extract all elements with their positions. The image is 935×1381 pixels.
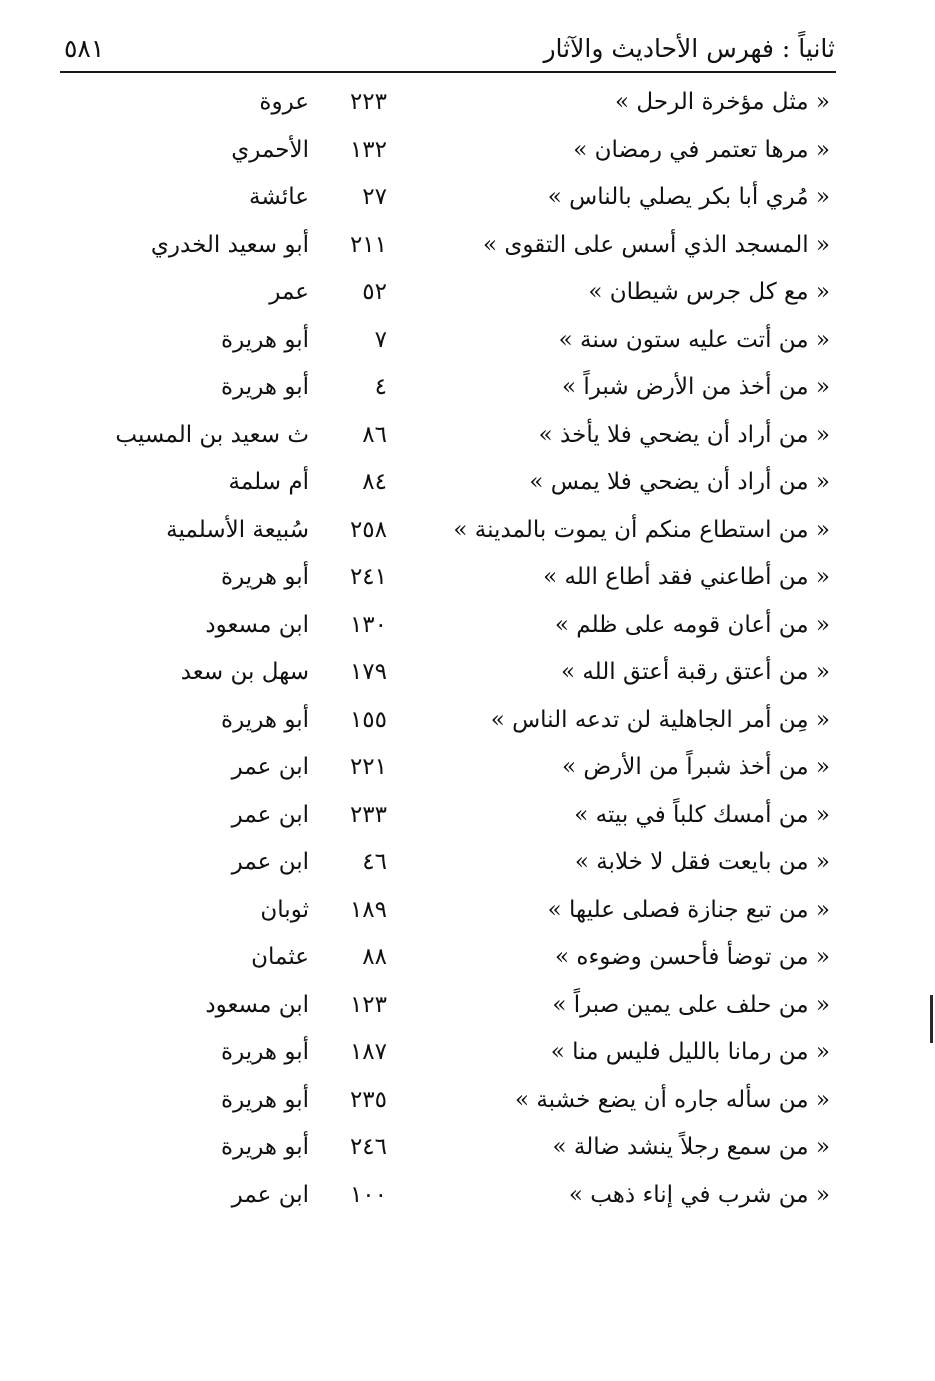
hadith-text: « مِن أمر الجاهلية لن تدعه الناس » — [490, 706, 830, 733]
index-entry-row — [0, 748, 935, 796]
index-entry-row — [0, 606, 935, 654]
hadith-text: « من أراد أن يضحي فلا يمس » — [529, 469, 830, 495]
index-entry-row — [0, 416, 935, 464]
hadith-text: « من بايعت فقل لا خلابة » — [574, 849, 830, 875]
index-entry-row — [0, 558, 935, 606]
narrator-name: ابن مسعود — [205, 991, 309, 1018]
index-entry-row — [0, 701, 935, 749]
hadith-number: ٢٣٣ — [349, 801, 387, 828]
hadith-text: « من أتت عليه ستون سنة » — [558, 326, 830, 353]
narrator-name: سهل بن سعد — [180, 659, 309, 685]
index-entry-row — [0, 1081, 935, 1129]
hadith-number: ١٠٠ — [349, 1181, 387, 1208]
hadith-number: ٨٨ — [362, 944, 387, 970]
narrator-name: أبو هريرة — [221, 1039, 309, 1065]
hadith-number: ٢٤١ — [349, 564, 387, 590]
narrator-name: أبو هريرة — [221, 1086, 309, 1113]
hadith-number: ٨٤ — [362, 469, 387, 495]
index-entry-row — [0, 321, 935, 369]
hadith-text: « مُري أبا بكر يصلي بالناس » — [547, 184, 830, 210]
hadith-number: ١٥٥ — [349, 706, 387, 733]
narrator-name: ابن عمر — [231, 801, 309, 828]
narrator-name: أبو هريرة — [221, 1134, 309, 1160]
index-entry-row — [0, 891, 935, 939]
narrator-name: ابن مسعود — [205, 611, 309, 638]
hadith-number: ٢١١ — [349, 231, 387, 258]
index-entry-row — [0, 226, 935, 274]
hadith-number: ١٣٠ — [349, 611, 387, 638]
hadith-text: « مع كل جرس شيطان » — [588, 279, 830, 305]
narrator-name: الأحمري — [231, 136, 309, 163]
index-entry-row — [0, 1128, 935, 1176]
hadith-text: « من أخذ من الأرض شبراً » — [561, 374, 830, 400]
narrator-name: ثوبان — [260, 896, 309, 923]
index-entry-row — [0, 1033, 935, 1081]
hadith-number: ٢٢٣ — [349, 89, 387, 115]
narrator-name: عائشة — [249, 184, 309, 210]
narrator-name: أبو هريرة — [221, 326, 309, 353]
hadith-number: ١٢٣ — [349, 991, 387, 1018]
index-entry-row — [0, 83, 935, 131]
index-entry-row — [0, 131, 935, 179]
hadith-index-list — [0, 83, 935, 1223]
hadith-number: ١٣٢ — [349, 136, 387, 163]
hadith-number: ٢٧ — [362, 184, 387, 210]
hadith-number: ١٧٩ — [349, 659, 387, 685]
index-entry-row — [0, 796, 935, 844]
hadith-number: ٤٦ — [362, 849, 387, 875]
narrator-name: أبو هريرة — [221, 706, 309, 733]
narrator-name: ابن عمر — [231, 754, 309, 780]
index-entry-row — [0, 1176, 935, 1224]
narrator-name: سُبيعة الأسلمية — [166, 516, 309, 543]
hadith-number: ١٨٩ — [349, 896, 387, 923]
index-entry-row — [0, 843, 935, 891]
hadith-text: « من أعان قومه على ظلم » — [554, 611, 830, 638]
narrator-name: أبو هريرة — [221, 564, 309, 590]
header-rule — [60, 71, 836, 73]
index-entry-row — [0, 368, 935, 416]
hadith-text: « من أراد أن يضحي فلا يأخذ » — [538, 421, 830, 448]
hadith-text: « مرها تعتمر في رمضان » — [573, 136, 830, 163]
hadith-text: « من توضأ فأحسن وضوءه » — [555, 944, 830, 970]
hadith-text: « من رمانا بالليل فليس منا » — [550, 1039, 830, 1065]
hadith-number: ٧ — [374, 326, 387, 353]
narrator-name: أبو هريرة — [221, 374, 309, 400]
hadith-number: ٢٥٨ — [349, 516, 387, 543]
hadith-text: « من أطاعني فقد أطاع الله » — [543, 564, 830, 590]
index-entry-row — [0, 653, 935, 701]
hadith-number: ٢٤٦ — [349, 1134, 387, 1160]
hadith-text: « من شرب في إناء ذهب » — [568, 1181, 830, 1208]
index-entry-row — [0, 273, 935, 321]
page-number: ٥٨١ — [64, 34, 105, 63]
narrator-name: ابن عمر — [231, 1181, 309, 1208]
page-header — [60, 30, 835, 74]
hadith-number: ٤ — [374, 374, 387, 400]
index-entry-row — [0, 178, 935, 226]
hadith-number: ٨٦ — [362, 421, 387, 448]
hadith-number: ٥٢ — [362, 279, 387, 305]
hadith-text: « من سمع رجلاً ينشد ضالة » — [552, 1134, 830, 1160]
hadith-text: « من تبع جنازة فصلى عليها » — [547, 896, 830, 923]
index-entry-row — [0, 938, 935, 986]
hadith-text: « من حلف على يمين صبراً » — [552, 991, 830, 1018]
hadith-text: « من استطاع منكم أن يموت بالمدينة » — [453, 516, 830, 543]
narrator-name: عروة — [259, 89, 309, 115]
hadith-number: ٢٣٥ — [349, 1086, 387, 1113]
narrator-name: ث سعيد بن المسيب — [115, 421, 309, 448]
narrator-name: عمر — [269, 279, 309, 305]
narrator-name: عثمان — [251, 944, 309, 970]
hadith-text: « من سأله جاره أن يضع خشبة » — [514, 1086, 830, 1113]
scan-edge-mark — [930, 995, 933, 1043]
hadith-text: « من أعتق رقبة أعتق الله » — [560, 659, 830, 685]
section-title: ثانياً : فهرس الأحاديث والآثار — [543, 34, 835, 63]
index-entry-row — [0, 986, 935, 1034]
narrator-name: أبو سعيد الخدري — [150, 231, 309, 258]
hadith-text: « المسجد الذي أسس على التقوى » — [483, 231, 830, 258]
hadith-text: « مثل مؤخرة الرحل » — [615, 89, 830, 115]
narrator-name: أم سلمة — [228, 469, 309, 495]
index-entry-row — [0, 511, 935, 559]
hadith-number: ٢٢١ — [349, 754, 387, 780]
index-entry-row — [0, 463, 935, 511]
narrator-name: ابن عمر — [231, 849, 309, 875]
hadith-number: ١٨٧ — [349, 1039, 387, 1065]
hadith-text: « من أمسك كلباً في بيته » — [574, 801, 830, 828]
hadith-text: « من أخذ شبراً من الأرض » — [561, 754, 830, 780]
